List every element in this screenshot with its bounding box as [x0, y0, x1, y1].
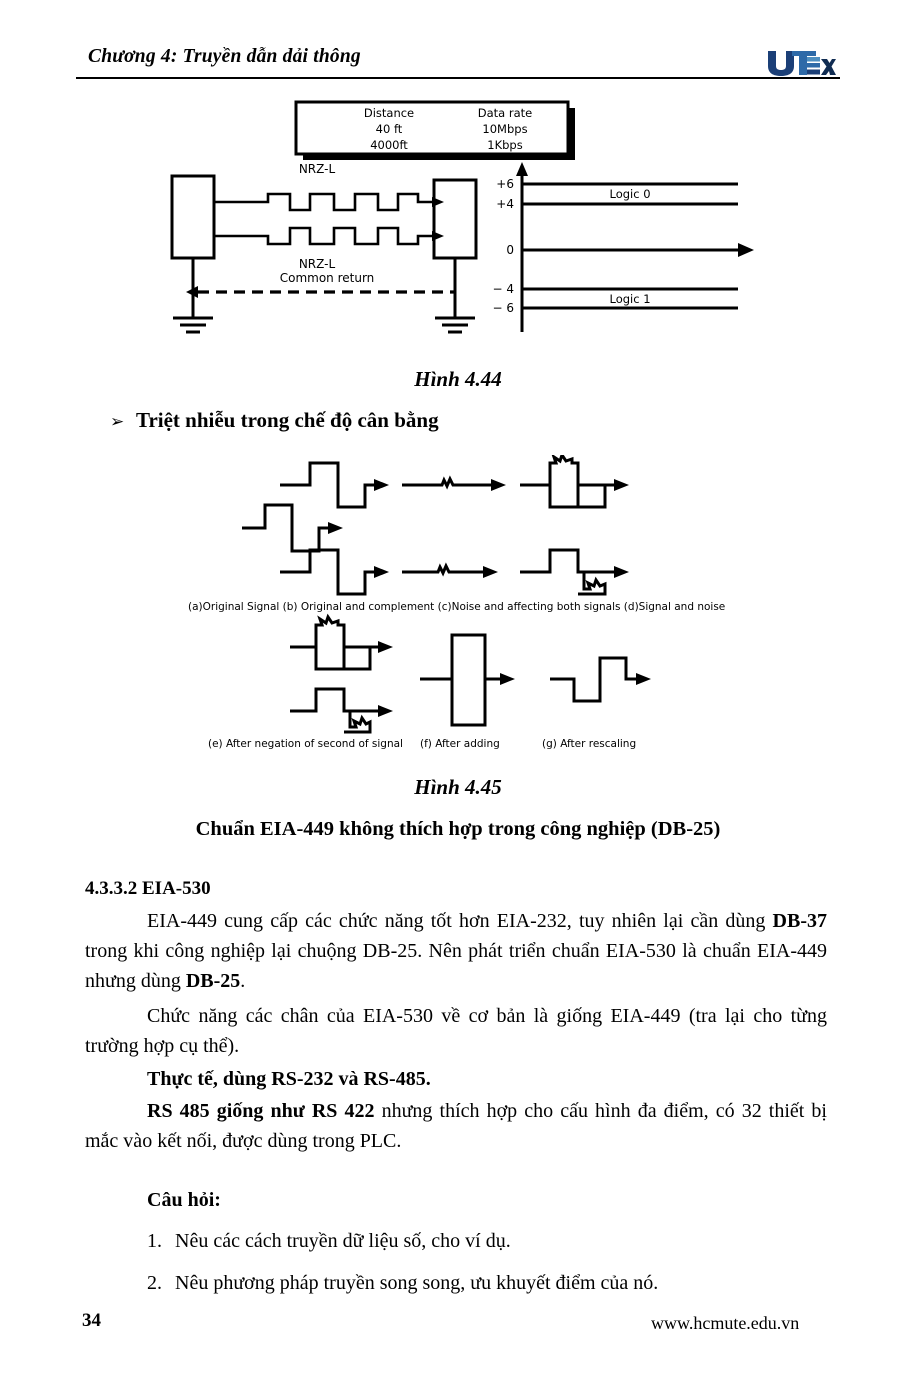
table-cell-datarate-2: 1Kbps — [487, 138, 523, 152]
list-item — [147, 1220, 837, 1262]
footer-page-number: 34 — [82, 1310, 101, 1331]
question-text: Nêu các cách truyền dữ liệu số, cho ví dụ. — [175, 1230, 511, 1252]
axis-tick-plus4: +4 — [496, 197, 514, 211]
figure-445-diagram — [180, 455, 740, 755]
questions-heading: Câu hỏi: — [147, 1189, 221, 1211]
figure-444-diagram — [150, 96, 770, 346]
question-text: Nêu phương pháp truyền song song, ưu khuyết điểm của nó. — [175, 1272, 659, 1294]
table-cell-distance-2: 4000ft — [370, 138, 408, 152]
section-heading: 4.3.3.2 EIA-530 — [85, 878, 211, 899]
axis-tick-plus6: +6 — [496, 177, 514, 191]
paragraph-4 — [85, 1096, 827, 1156]
label-logic-1: Logic 1 — [609, 292, 651, 306]
bullet-heading — [110, 408, 439, 433]
page-title: Chương 4: Truyền dẫn dải thông — [88, 46, 361, 67]
axis-tick-minus6: − 6 — [492, 301, 514, 315]
label-nrz-l-bottom: NRZ-L — [298, 257, 336, 271]
paragraph-4-bold-lead: RS 485 giống như RS 422 — [147, 1100, 375, 1122]
question-number: 2. — [147, 1272, 162, 1294]
label-common-return: Common return — [279, 271, 375, 285]
table-col-distance: Distance — [363, 106, 415, 120]
paragraph-1-part-a: EIA-449 cung cấp các chức năng tốt hơn EIA-232, tuy nhiên lại cần dùng — [147, 910, 773, 932]
table-cell-distance-1: 40 ft — [375, 122, 403, 136]
figure-445-caption: Hình 4.45 — [414, 775, 502, 799]
figure-445-caption-f: (f) After adding — [420, 738, 500, 750]
list-item — [147, 1262, 837, 1304]
paragraph-1-bold-db25: DB-25 — [185, 970, 241, 992]
table-col-datarate: Data rate — [477, 106, 533, 120]
header-divider — [76, 77, 840, 79]
figure-445-caption-e: (e) After negation of second of signal — [208, 738, 403, 750]
page-header — [76, 46, 840, 86]
center-heading: Chuẩn EIA-449 không thích hợp trong công nghiệp (DB-25) — [195, 818, 721, 840]
table-cell-datarate-1: 10Mbps — [482, 122, 528, 136]
paragraph-1-bold-db37: DB-37 — [772, 910, 827, 932]
paragraph-4-rest: nhưng thích hợp cho cấu hình đa điểm, có 32 thiết bị mắc vào kết nối, được dùng trong PLC. — [85, 1100, 827, 1152]
bullet-arrow-icon: ➢ — [110, 412, 125, 432]
paragraph-2: Chức năng các chân của EIA-530 về cơ bản là giống EIA-449 (tra lại cho từng trường hợp cụ thể). — [85, 1005, 827, 1057]
questions-list — [147, 1220, 837, 1304]
paragraph-3: Thực tế, dùng RS-232 và RS-485. — [147, 1068, 431, 1090]
footer-url: www.hcmute.edu.vn — [651, 1313, 800, 1333]
paragraph-1 — [85, 906, 827, 996]
axis-tick-zero: 0 — [506, 243, 514, 257]
figure-445-caption-row1: (a)Original Signal (b) Original and complement (c)Noise and affecting both signals (d)Signal and noise — [188, 601, 726, 613]
figure-445-caption-g: (g) After rescaling — [542, 738, 637, 750]
figure-444-caption: Hình 4.44 — [414, 367, 502, 391]
paragraph-1-part-e: . — [240, 970, 246, 992]
label-nrz-l-top: NRZ-L — [298, 162, 336, 176]
axis-tick-minus4: − 4 — [492, 282, 514, 296]
label-logic-0: Logic 0 — [609, 187, 651, 201]
utex-logo — [766, 50, 836, 76]
bullet-text: Triệt nhiễu trong chế độ cân bằng — [136, 408, 439, 432]
paragraph-1-part-c: trong khi công nghiệp lại chuộng DB-25. Nên phát triển chuẩn EIA-530 là chuẩn EIA-449 nhưng dùng — [85, 940, 827, 992]
question-number: 1. — [147, 1230, 162, 1252]
